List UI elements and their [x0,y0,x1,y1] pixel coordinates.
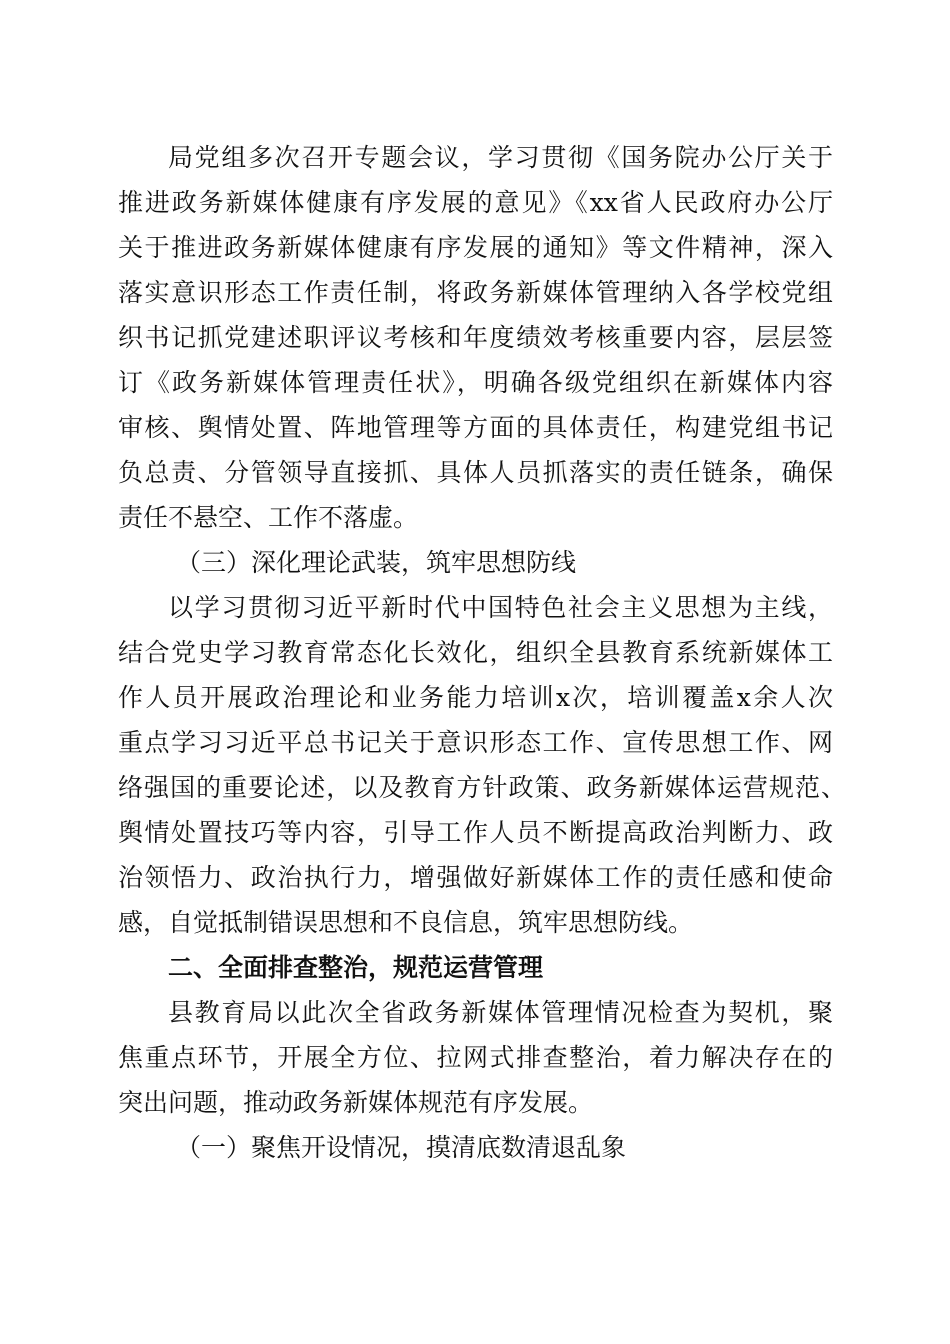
paragraph-line: 焦重点环节，开展全方位、拉网式排查整治，着力解决存在的 [118,1043,833,1072]
paragraph-line: 感，自觉抵制错误思想和不良信息，筑牢思想防线。 [118,908,694,937]
subsection-title: （一）聚焦开设情况，摸清底数清退乱象 [176,1133,627,1162]
paragraph-line: 关于推进政务新媒体健康有序发展的通知》等文件精神，深入 [118,233,833,262]
paragraph-line: 订《政务新媒体管理责任状》，明确各级党组织在新媒体内容 [118,368,833,397]
paragraph-line: 络强国的重要论述，以及教育方针政策、政务新媒体运营规范、 [118,773,846,802]
paragraph-line: 落实意识形态工作责任制，将政务新媒体管理纳入各学校党组 [118,278,833,307]
paragraph-line: 推进政务新媒体健康有序发展的意见》《xx省人民政府办公厅 [118,188,833,217]
paragraph-line: 审核、舆情处置、阵地管理等方面的具体责任，构建党组书记 [118,413,833,442]
paragraph-line: 重点学习习近平总书记关于意识形态工作、宣传思想工作、网 [118,728,833,757]
subsection-title: （三）深化理论武装，筑牢思想防线 [176,548,577,577]
paragraph-line: 结合党史学习教育常态化长效化，组织全县教育系统新媒体工 [118,638,833,667]
paragraph-line: 突出问题，推动政务新媒体规范有序发展。 [118,1088,594,1117]
paragraph-line: 局党组多次召开专题会议，学习贯彻《国务院办公厅关于 [168,143,833,172]
paragraph-line: 舆情处置技巧等内容，引导工作人员不断提高政治判断力、政 [118,818,833,847]
paragraph-line: 负总责、分管领导直接抓、具体人员抓落实的责任链条，确保 [118,458,833,487]
paragraph-line: 治领悟力、政治执行力，增强做好新媒体工作的责任感和使命 [118,863,833,892]
section-title: 二、全面排查整治，规范运营管理 [168,953,544,982]
paragraph-line: 织书记抓党建述职评议考核和年度绩效考核重要内容，层层签 [118,323,833,352]
paragraph-line: 作人员开展政治理论和业务能力培训x次，培训覆盖x余人次 [118,683,833,712]
paragraph-line: 责任不悬空、工作不落虚。 [118,503,419,532]
paragraph-line: 县教育局以此次全省政务新媒体管理情况检查为契机，聚 [168,998,833,1027]
paragraph-line: 以学习贯彻习近平新时代中国特色社会主义思想为主线， [168,593,833,622]
